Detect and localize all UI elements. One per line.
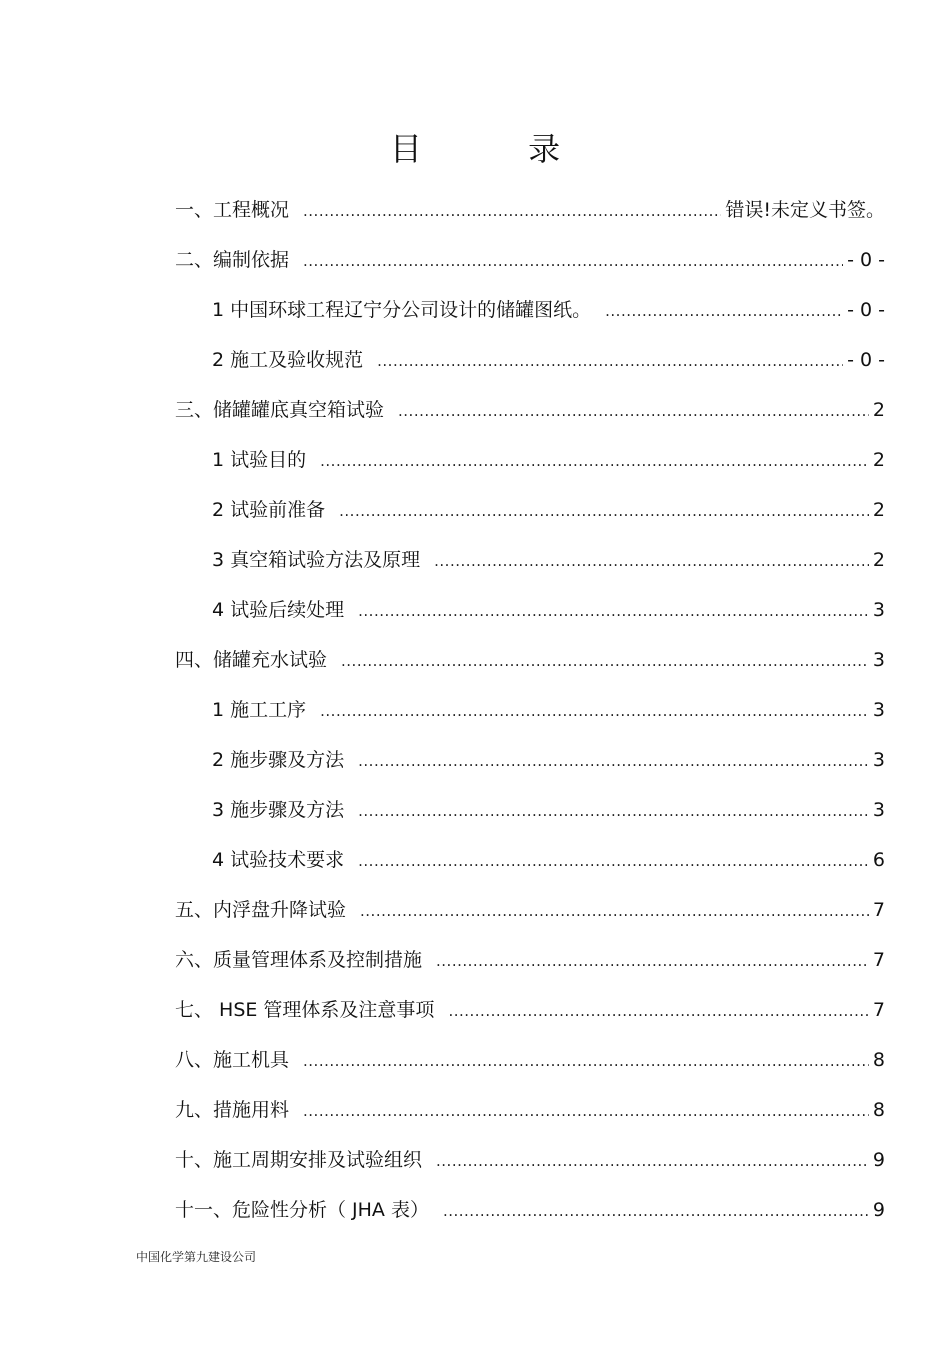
toc-entry-label: 十一、危险性分析（ JHA 表） [175, 1199, 429, 1221]
toc-entry-page: 2 [872, 399, 885, 421]
toc-entry-page: 6 [872, 849, 885, 871]
toc-entry-page: 3 [872, 799, 885, 821]
toc-entry-page: 3 [872, 699, 885, 721]
toc-dot-leader [360, 899, 869, 923]
toc-entry-label: 2 施步骤及方法 [212, 749, 345, 771]
toc-dot-leader [443, 1199, 869, 1223]
toc-dot-leader [320, 699, 869, 723]
toc-dot-leader [320, 449, 869, 473]
toc-entry-page: 9 [872, 1199, 885, 1221]
toc-entry-page: 7 [872, 899, 885, 921]
toc-dot-leader [303, 199, 721, 223]
toc-entry-label: 九、措施用料 [175, 1099, 290, 1121]
toc-dot-leader [398, 399, 869, 423]
footer-company: 中国化学第九建设公司 [136, 1250, 257, 1264]
toc-entry[interactable] [175, 194, 885, 226]
toc-dot-leader [358, 599, 869, 623]
toc-entry-label: 3 施步骤及方法 [212, 799, 345, 821]
toc-dot-leader [436, 1149, 869, 1173]
toc-entry[interactable] [175, 1094, 885, 1126]
toc-dot-leader [377, 349, 843, 373]
toc-entry-label: 二、编制依据 [175, 249, 290, 271]
toc-entry-label: 六、质量管理体系及控制措施 [175, 949, 423, 971]
toc-entry[interactable] [212, 444, 885, 476]
toc-entry-label: 1 施工工序 [212, 699, 307, 721]
toc-entry[interactable] [212, 544, 885, 576]
toc-entry-label: 八、施工机具 [175, 1049, 290, 1071]
toc-dot-leader [303, 1049, 869, 1073]
toc-entry[interactable] [175, 894, 885, 926]
toc-entry-page: 2 [872, 549, 885, 571]
toc-entry[interactable] [175, 394, 885, 426]
toc-entry-label: 4 试验后续处理 [212, 599, 345, 621]
toc-entry-label: 2 施工及验收规范 [212, 349, 364, 371]
toc-entry-page: - 0 - [847, 349, 885, 371]
toc-dot-leader [341, 649, 869, 673]
toc-entry-label: 一、工程概况 [175, 199, 290, 221]
toc-entry-page: 错误!未定义书签。 [725, 199, 885, 221]
toc-title: 目 录 [389, 130, 609, 168]
toc-dot-leader [358, 849, 869, 873]
toc-entry[interactable] [175, 944, 885, 976]
toc-entry-label: 2 试验前准备 [212, 499, 326, 521]
toc-entry[interactable] [212, 694, 885, 726]
toc-entry-label: 十、施工周期安排及试验组织 [175, 1149, 423, 1171]
toc-entry-page: - 0 - [847, 299, 885, 321]
toc-entry-label: 1 中国环球工程辽宁分公司设计的储罐图纸。 [212, 299, 592, 321]
toc-entry[interactable] [175, 994, 885, 1026]
toc-entry-label: 五、内浮盘升降试验 [175, 899, 347, 921]
toc-entry[interactable] [212, 594, 885, 626]
toc-entry-page: 8 [872, 1049, 885, 1071]
toc-entry[interactable] [212, 744, 885, 776]
toc-entry[interactable] [212, 844, 885, 876]
toc-entry-label: 七、 HSE 管理体系及注意事项 [175, 999, 435, 1021]
toc-dot-leader [448, 999, 868, 1023]
toc-entry[interactable] [175, 1144, 885, 1176]
toc-dot-leader [303, 1099, 869, 1123]
toc-entry[interactable] [175, 1194, 885, 1226]
toc-entry-label: 三、储罐罐底真空箱试验 [175, 399, 385, 421]
toc-entry-page: 3 [872, 599, 885, 621]
toc-dot-leader [436, 949, 869, 973]
toc-entry[interactable] [212, 344, 885, 376]
toc-entry-label: 1 试验目的 [212, 449, 307, 471]
toc-entry[interactable] [212, 294, 885, 326]
toc-entry-page: 7 [872, 999, 885, 1021]
toc-entry[interactable] [212, 494, 885, 526]
toc-entry-page: 9 [872, 1149, 885, 1171]
toc-dot-leader [358, 799, 869, 823]
toc-entry-page: 7 [872, 949, 885, 971]
toc-entry[interactable] [175, 644, 885, 676]
toc-entry-label: 4 试验技术要求 [212, 849, 345, 871]
toc-entry[interactable] [175, 1044, 885, 1076]
toc-dot-leader [303, 249, 843, 273]
toc-entry[interactable] [175, 244, 885, 276]
toc-dot-leader [358, 749, 869, 773]
toc-entry-page: 2 [872, 499, 885, 521]
toc-entry-page: 2 [872, 449, 885, 471]
toc-entry-label: 3 真空箱试验方法及原理 [212, 549, 421, 571]
toc-entry-page: 8 [872, 1099, 885, 1121]
toc-dot-leader [339, 499, 869, 523]
toc-entry-label: 四、储罐充水试验 [175, 649, 328, 671]
toc-entry[interactable] [212, 794, 885, 826]
toc-entry-page: 3 [872, 649, 885, 671]
toc-dot-leader [605, 299, 843, 323]
toc-dot-leader [434, 549, 869, 573]
toc-entry-page: 3 [872, 749, 885, 771]
toc-entry-page: - 0 - [847, 249, 885, 271]
